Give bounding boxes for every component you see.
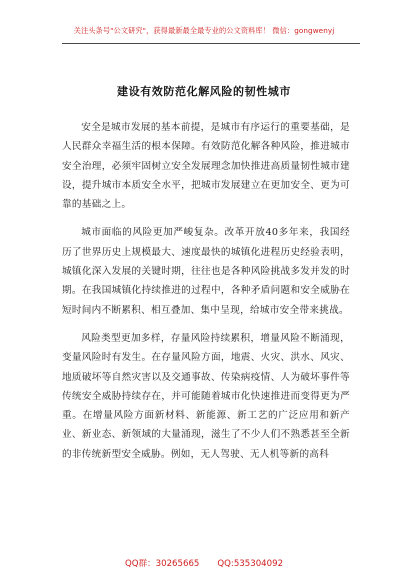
footer-contact <box>0 557 408 569</box>
header-divider <box>62 43 360 44</box>
paragraph-1: 安全是城市发展的基本前提，是城市有序运行的重要基础，是人民群众幸福生活的根本保障。有效防范化解各种风险，推进城市安全治理，必须牢固树立安全发展理念加快推进高质量韧性城市建设，提升城市本质安全水平，把城市发展建立在更加安全、更为可靠的基础之上。 <box>62 122 350 211</box>
header-banner: 关注头条号"公文研究"，获得最新最全最专业的公文资料库！ 微信：gongwenyj <box>73 26 335 35</box>
paragraph-2: 城市面临的风险更加严峻复杂。改革开放40多年来，我国经历了世界历史上规模最大、速度最快的城镇化进程历史经验表明，城镇化深入发展的关键时期，往往也是各种风险挑战多发并发的时期。在我国城镇化持续推进的过程中，各种矛盾问题和安全威胁在短时间内不断累积、相互叠加、集中呈现，给城市安全带来挑战。 <box>62 227 350 316</box>
document-body <box>62 118 350 469</box>
paragraph-3: 风险类型更加多样，存量风险持续累积，增量风险不断涌现，变量风险时有发生。在存量风险方面，地震、火灾、洪水、风灾、地质破坏等自然灾害以及交通事故、传染病疫情、人为破坏事件等传统安全威胁持续存在，并可能随着城市化快速推进而变得更为严重。在增量风险方面新材料、新能源、新工艺的广泛应用和新产业、新业态、新领域的大量涌现，滋生了不少人们不熟悉甚至全新的非传统新型安全威胁。例如，无人驾驶、无人机等新的高科 <box>62 332 350 460</box>
footer-qq-group: QQ群：30265665 <box>124 559 200 569</box>
document-title: 建设有效防范化解风险的韧性城市 <box>117 85 291 98</box>
footer-qq: QQ:535304092 <box>217 559 284 569</box>
